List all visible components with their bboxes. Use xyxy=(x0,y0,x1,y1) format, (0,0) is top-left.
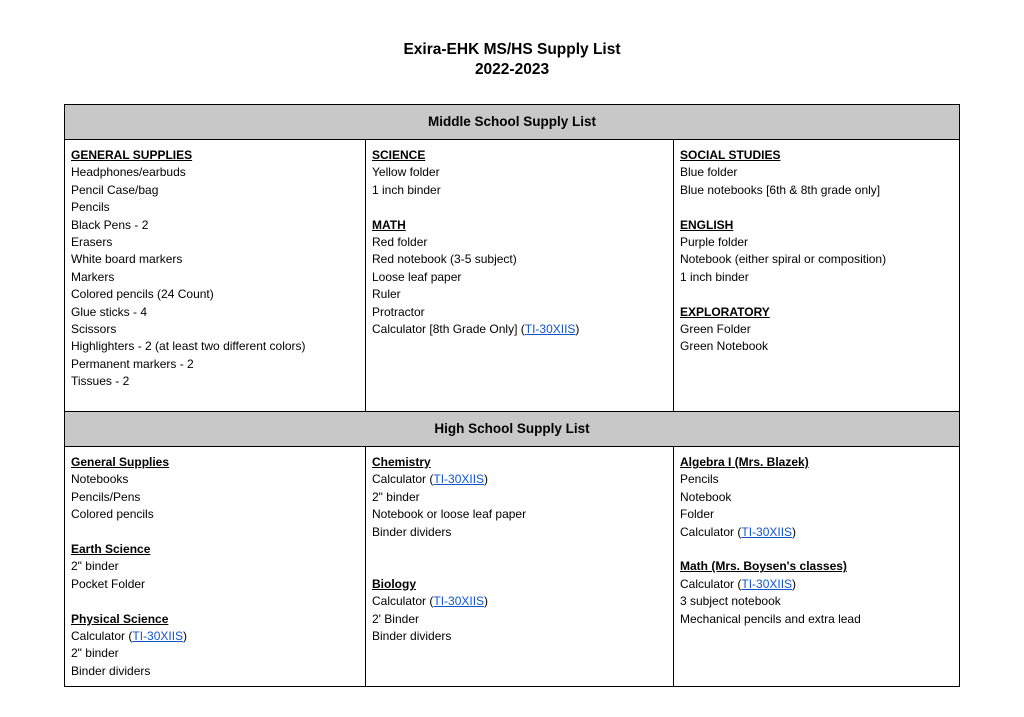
section-math-mrs-boysen-s-classes xyxy=(680,558,953,628)
section-general-supplies xyxy=(71,454,359,524)
calculator-link[interactable]: TI-30XIIS xyxy=(433,594,485,609)
list-item: Binder dividers xyxy=(372,629,452,644)
section-algebra-i-mrs-blazek xyxy=(680,454,953,541)
list-item: Ruler xyxy=(372,287,401,302)
section-exploratory xyxy=(680,304,953,356)
blank-line xyxy=(372,541,667,558)
list-item: 2' Binder xyxy=(372,611,419,626)
item-text: Calculator ( xyxy=(680,576,742,591)
list-item: Scissors xyxy=(71,322,117,337)
item-text: Calculator ( xyxy=(680,524,742,539)
list-item: Highlighters - 2 (at least two different colors) xyxy=(71,339,306,354)
calculator-link[interactable]: TI-30XIIS xyxy=(524,322,576,337)
list-item: Red folder xyxy=(372,235,428,250)
list-item: Permanent markers - 2 xyxy=(71,356,194,371)
list-item: Red notebook (3-5 subject) xyxy=(372,252,517,267)
section-heading: MATH xyxy=(372,217,406,232)
list-item: Green Folder xyxy=(680,322,751,337)
list-item: Notebook xyxy=(680,489,732,504)
list-item: Colored pencils (24 Count) xyxy=(71,287,214,302)
item-text: Calculator ( xyxy=(71,629,133,644)
list-item: Colored pencils xyxy=(71,507,154,522)
list-item: Loose leaf paper xyxy=(372,269,462,284)
section-english xyxy=(680,217,953,287)
list-item: Pencil Case/bag xyxy=(71,182,159,197)
item-text-suffix: ) xyxy=(484,472,489,487)
section-chemistry xyxy=(372,454,667,558)
calculator-link[interactable]: TI-30XIIS xyxy=(132,629,184,644)
document-title xyxy=(0,40,1024,80)
list-item xyxy=(71,628,359,645)
section-heading: Math (Mrs. Boysen's classes) xyxy=(680,559,847,574)
list-item: Tissues - 2 xyxy=(71,374,130,389)
ms-column-3 xyxy=(674,140,960,412)
list-item xyxy=(372,593,667,610)
hs-column-3 xyxy=(674,447,960,687)
item-text: Calculator ( xyxy=(372,594,434,609)
section-heading: General Supplies xyxy=(71,455,170,469)
section-heading: SOCIAL STUDIES xyxy=(680,148,781,162)
calculator-link[interactable]: TI-30XIIS xyxy=(433,472,485,487)
list-item: Blue notebooks [6th & 8th grade only] xyxy=(680,182,881,197)
list-item: 2" binder xyxy=(71,559,119,574)
list-item: 2" binder xyxy=(372,489,420,504)
section-heading: Algebra I (Mrs. Blazek) xyxy=(680,455,809,469)
list-item: Protractor xyxy=(372,304,425,319)
hs-column-2 xyxy=(366,447,674,687)
high-school-heading: High School Supply List xyxy=(65,412,960,447)
list-item: Mechanical pencils and extra lead xyxy=(680,611,861,626)
list-item: 2" binder xyxy=(71,646,119,661)
item-text-suffix: ) xyxy=(792,576,797,591)
list-item xyxy=(680,524,953,541)
section-science xyxy=(372,147,667,199)
calculator-link[interactable]: TI-30XIIS xyxy=(741,576,793,591)
list-item: Purple folder xyxy=(680,235,749,250)
section-heading: GENERAL SUPPLIES xyxy=(71,148,193,162)
list-item xyxy=(372,321,667,338)
item-text-suffix: ) xyxy=(183,629,188,644)
title-line-1: Exira-EHK MS/HS Supply List xyxy=(403,41,621,58)
supply-table xyxy=(64,104,960,687)
list-item: 1 inch binder xyxy=(680,269,749,284)
ms-column-1 xyxy=(65,140,366,412)
section-heading: EXPLORATORY xyxy=(680,304,770,319)
list-item: 1 inch binder xyxy=(372,182,441,197)
list-item: Pencils xyxy=(680,472,719,487)
section-social-studies xyxy=(680,147,953,199)
list-item: Notebook or loose leaf paper xyxy=(372,507,527,522)
middle-school-heading: Middle School Supply List xyxy=(65,105,960,140)
section-heading: Earth Science xyxy=(71,542,151,557)
section-heading: Biology xyxy=(372,576,416,591)
list-item: Pencils xyxy=(71,200,110,215)
list-item: Notebooks xyxy=(71,472,129,487)
section-general-supplies xyxy=(71,147,359,391)
list-item: 3 subject notebook xyxy=(680,594,781,609)
section-biology xyxy=(372,576,667,646)
calculator-link[interactable]: TI-30XIIS xyxy=(741,524,793,539)
section-earth-science xyxy=(71,541,359,593)
list-item: Markers xyxy=(71,269,115,284)
list-item: Blue folder xyxy=(680,165,738,180)
section-heading: Physical Science xyxy=(71,611,169,626)
list-item: Black Pens - 2 xyxy=(71,217,149,232)
list-item xyxy=(680,576,953,593)
list-item: Green Notebook xyxy=(680,339,769,354)
list-item: Binder dividers xyxy=(372,524,452,539)
list-item: Binder dividers xyxy=(71,663,151,678)
list-item: Glue sticks - 4 xyxy=(71,304,148,319)
title-line-2: 2022-2023 xyxy=(474,61,550,78)
list-item: Erasers xyxy=(71,235,113,250)
list-item: Headphones/earbuds xyxy=(71,165,186,180)
list-item xyxy=(372,471,667,488)
item-text: Calculator [8th Grade Only] ( xyxy=(372,322,525,337)
section-heading: SCIENCE xyxy=(372,148,426,162)
list-item: Pocket Folder xyxy=(71,576,146,591)
list-item: White board markers xyxy=(71,252,183,267)
item-text: Calculator ( xyxy=(372,472,434,487)
section-math xyxy=(372,217,667,339)
section-heading: ENGLISH xyxy=(680,217,734,232)
item-text-suffix: ) xyxy=(575,322,580,337)
list-item: Notebook (either spiral or composition) xyxy=(680,252,887,267)
list-item: Yellow folder xyxy=(372,165,440,180)
item-text-suffix: ) xyxy=(792,524,797,539)
hs-column-1 xyxy=(65,447,366,687)
item-text-suffix: ) xyxy=(484,594,489,609)
section-heading: Chemistry xyxy=(372,455,431,469)
section-physical-science xyxy=(71,611,359,681)
ms-column-2 xyxy=(366,140,674,412)
list-item: Folder xyxy=(680,507,715,522)
list-item: Pencils/Pens xyxy=(71,489,141,504)
